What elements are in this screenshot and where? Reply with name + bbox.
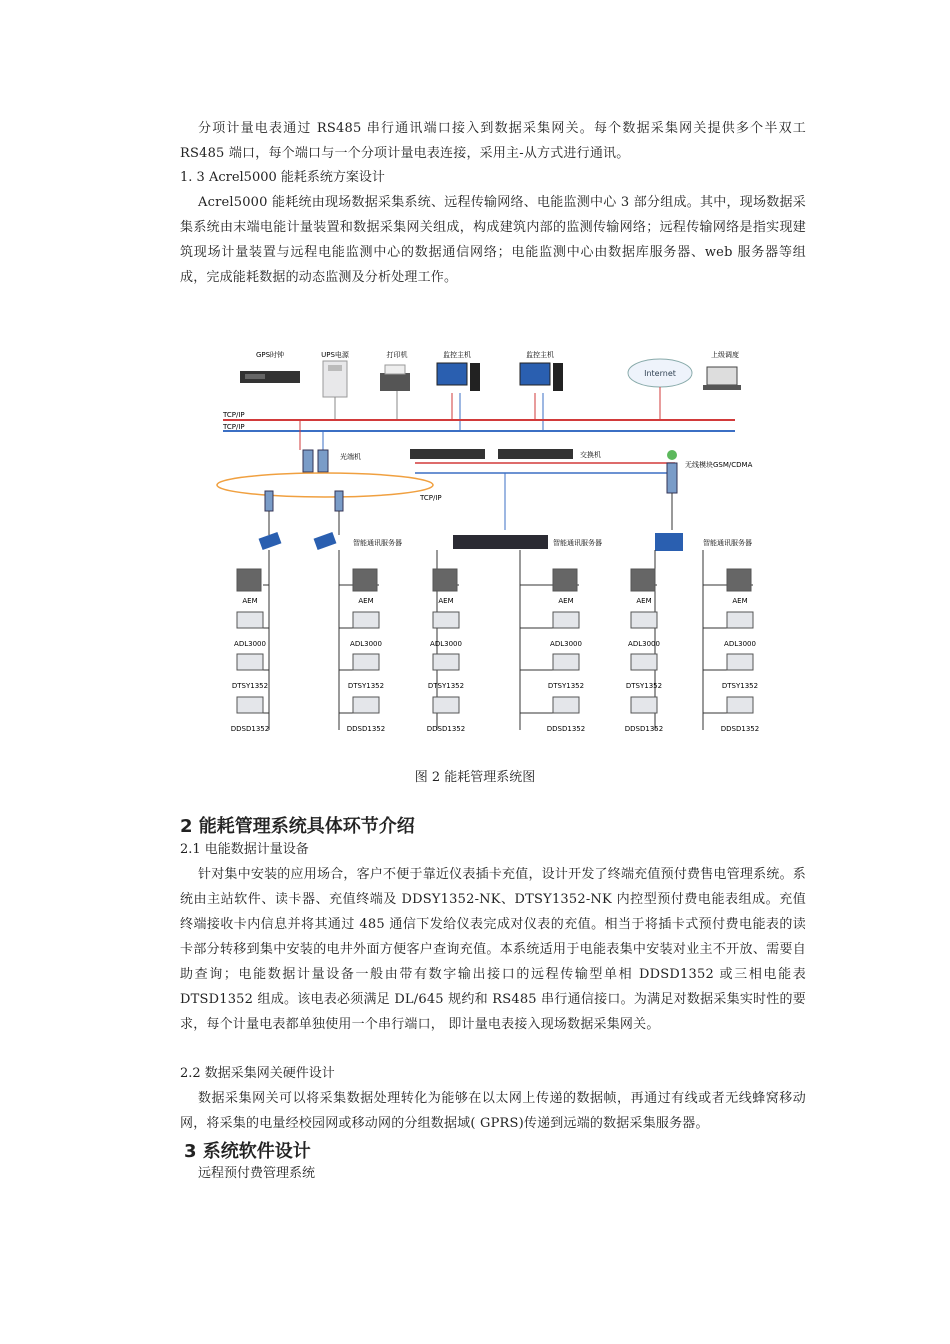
meter-label: AEM [358,597,374,605]
meter-label: ADL3000 [234,640,266,648]
meter-device-icon [433,569,457,591]
meter-label: DTSY1352 [547,682,585,690]
meter-device-icon [433,612,459,628]
server-label-3: 智能通讯服务器 [703,539,752,547]
section-2-2-heading: 2.2 数据采集网关硬件设计 [180,1066,335,1081]
gps-clock [240,350,300,383]
meter-device-icon [631,569,655,591]
meter-label: ADL3000 [628,640,660,648]
meter-device-icon [553,612,579,628]
meter-device-icon [433,697,459,713]
gps-clock-label: GPS时钟 [255,351,285,359]
printer-label: 打印机 [386,351,408,359]
meter-device-icon [553,654,579,670]
wireless-module-label: 无线模块GSM/CDMA [685,461,753,469]
meter-device-icon [727,697,753,713]
meter-device-icon [631,654,657,670]
upper-dispatch [703,350,741,390]
section-2-1-heading: 2.1 电能数据计量设备 [180,842,309,857]
meter-device-icon [553,697,579,713]
fiber-ring [217,473,433,497]
meter-label: AEM [636,597,652,605]
figure-caption: 图 2 能耗管理系统图 [414,770,536,785]
meter-label: DDSD1352 [426,725,466,733]
section-3-text: 远程预付费管理系统 [198,1166,316,1181]
paragraph-rs485: 分项计量电表通过 RS485 串行通讯端口接入到数据采集网关。每个数据采集网关提供多个半双工 RS485 端口，每个端口与一个分项计量电表连接，采用主-从方式进行通讯。 [180,121,806,161]
paragraph-gateway: 数据采集网关可以将采集数据处理转化为能够在以太网上传递的数据帧，再通过有线或者无线蜂窝移动网，将采集的电量经校园网或移动网的分组数据域( GPRS)传递到远端的数据采集服务器。 [180,1091,806,1131]
meter-device-icon [353,612,379,628]
meter-device-icon [631,612,657,628]
meter-label: DTSY1352 [721,682,759,690]
tcpip-label-3: TCP/IP [420,494,442,502]
internet-label: Internet [644,369,676,378]
server-group-1 [259,532,402,550]
fiber-converter-label: 光端机 [340,453,361,461]
internet-cloud [628,359,692,387]
meter-label: DTSY1352 [427,682,465,690]
monitor-host-1-label: 监控主机 [443,351,471,359]
meter-device-icon [727,654,753,670]
meter-device-icon [553,569,577,591]
section-2-heading: 2 能耗管理系统具体环节介绍 [180,816,415,837]
meter-device-icon [237,612,263,628]
ups-power [321,350,350,397]
meter-device-icon [433,654,459,670]
meter-label: AEM [438,597,454,605]
paragraph-acrel5000: Acrel5000 能耗统由现场数据采集系统、远程传输网络、电能监测中心 3 部分组成。其中，现场数据采集系统由末端电能计量装置和数据采集网关组成，构成建筑内部的监测传输网络；远程传输网络是指实现建筑现场计量装置与远程电能监测中心的数据通信网络；电能监测中心由数据库服务器、web 服务器等组成，完成能耗数据的动态监测及分析处理工作。 [180,195,806,285]
meter-label: AEM [242,597,258,605]
meter-device-icon [237,654,263,670]
meter-label: AEM [558,597,574,605]
meter-device-icon [727,569,751,591]
server-rack [453,535,548,549]
meter-device-icon [237,697,263,713]
meter-device-icon [631,697,657,713]
section-3-heading: 3 系统软件设计 [184,1141,311,1162]
switch-label: 交换机 [580,451,601,459]
meter-label: DDSD1352 [546,725,586,733]
monitor-host-1 [437,350,480,391]
meter-columns [231,550,759,733]
section-1-3-heading: 1. 3 Acrel5000 能耗系统方案设计 [180,170,385,185]
upper-dispatch-label: 上级调度 [711,351,739,359]
meter-label: DDSD1352 [230,725,270,733]
server-label-2: 智能通讯服务器 [553,539,602,547]
meter-device-icon [237,569,261,591]
meter-label: DTSY1352 [231,682,269,690]
meter-label: DTSY1352 [625,682,663,690]
paragraph-meter-devices: 针对集中安装的应用场合，客户不便于靠近仪表插卡充值，设计开发了终端充值预付费售电管理系统。系统由主站软件、读卡器、充值终端及 DDSY1352-NK、DTSY1352-NK 内控型预付费电能表组成。充值终端接收卡内信息并将其通过 485 通信下发给仪表完成对仪表的充值。相当于将插卡式预付费电能表的读卡部分转移到集中安装的电井外面方便客户查询充值。本系统适用于电能表集中安装对业主不开放、需要自助查询；电能数据计量设备一般由带有数字输出接口的远程传输型单相 DDSD1352 或三相电能表 DTSD1352 组成。该电表必须满足 DL/645 规约和 RS485 串行通信接口。为满足对数据采集实时性的要求，每个计量电表都单独使用一个串行端口， 即计量电表接入现场数据采集网关。 [180,867,806,1032]
monitor-host-2 [520,350,563,391]
ups-power-label: UPS电源 [321,351,349,359]
meter-label: ADL3000 [430,640,462,648]
tcpip-label-2: TCP/IP [223,423,245,431]
meter-device-icon [727,612,753,628]
monitor-host-2-label: 监控主机 [526,351,554,359]
meter-device-icon [353,569,377,591]
tcpip-label-1: TCP/IP [223,411,245,419]
meter-label: ADL3000 [550,640,582,648]
server-module-3 [655,533,683,551]
energy-system-diagram [215,345,775,755]
meter-label: DDSD1352 [346,725,386,733]
server-label-1: 智能通讯服务器 [353,539,402,547]
meter-label: ADL3000 [350,640,382,648]
meter-device-icon [353,654,379,670]
meter-label: AEM [732,597,748,605]
meter-label: DTSY1352 [347,682,385,690]
meter-device-icon [353,697,379,713]
meter-label: DDSD1352 [624,725,664,733]
meter-label: ADL3000 [724,640,756,648]
meter-label: DDSD1352 [720,725,760,733]
printer [380,350,410,391]
